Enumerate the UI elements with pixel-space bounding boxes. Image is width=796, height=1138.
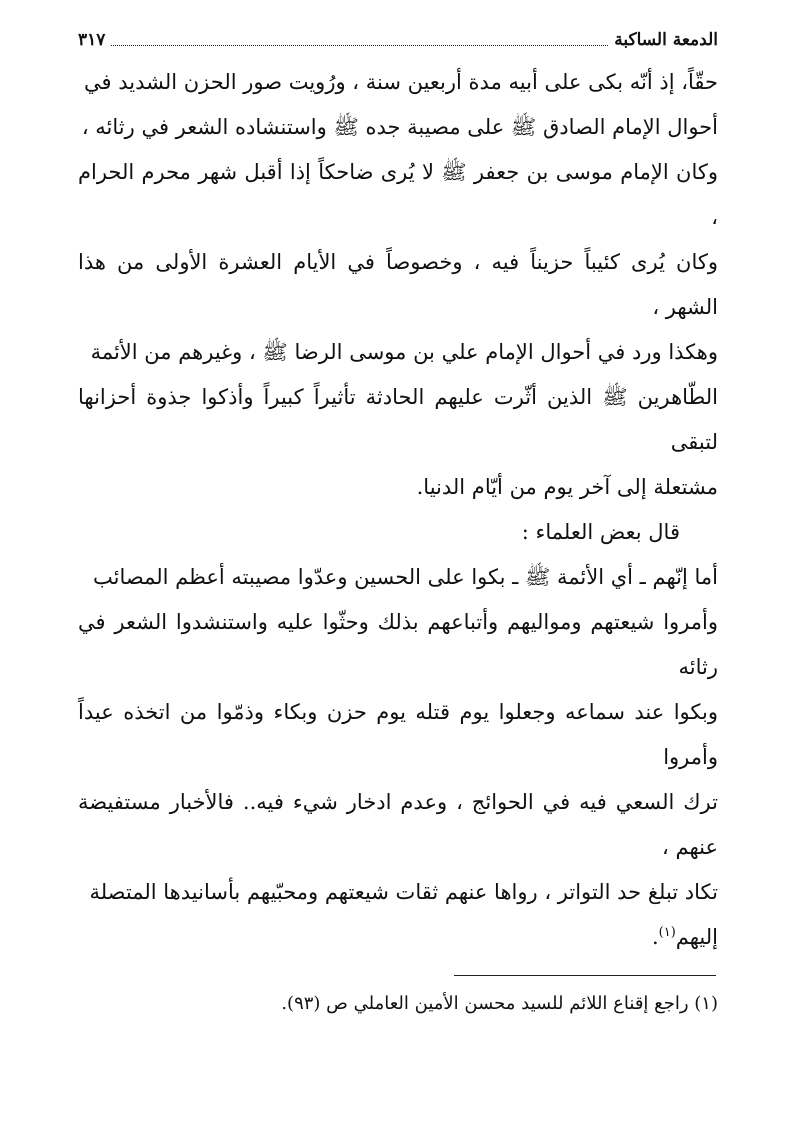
- body-line: مشتعلة إلى آخر يوم من أيّام الدنيا.: [416, 475, 718, 499]
- running-header: [78, 30, 718, 50]
- last-line-end: .: [651, 925, 659, 949]
- body-line: حقّاً، إذ أنّه بكى على أبيه مدة أربعين سنة ، ورُويت صور الحزن الشديد في: [84, 70, 718, 94]
- main-text: [78, 60, 718, 960]
- footnote-text: (١) راجع إقناع اللائم للسيد محسن الأمين العاملي ص (٩٣).: [281, 993, 718, 1014]
- body-line: ترك السعي فيه في الحوائج ، وعدم ادخار شيء فيه.. فالأخبار مستفيضة عنهم ،: [78, 790, 718, 859]
- body-last-line: [78, 915, 718, 960]
- body-line: تكاد تبلغ حد التواتر ، رواها عنهم ثقات شيعتهم ومحبّيهم بأسانيدها المتصلة: [89, 880, 718, 904]
- body-line: وكان الإمام موسى بن جعفر ﷺ لا يُرى ضاحكاً إذا أقبل شهر محرم الحرام ،: [78, 160, 718, 229]
- body-line: وكان يُرى كئيباً حزيناً فيه ، وخصوصاً في الأيام العشرة الأولى من هذا الشهر ،: [78, 250, 718, 319]
- scholar-intro: قال بعض العلماء :: [521, 520, 680, 544]
- header-title: الدمعة الساكبة: [614, 30, 718, 50]
- body-line: وأمروا شيعتهم ومواليهم وأتباعهم بذلك وحثّوا عليه واستنشدوا الشعر في رثائه: [78, 610, 718, 679]
- page-number: ٣١٧: [78, 30, 106, 50]
- body-line: الطّاهرين ﷺ الذين أثّرت عليهم الحادثة تأثيراً كبيراً وأذكوا جذوة أحزانها لتبقى: [78, 385, 718, 454]
- body-line: أما إنّهم ـ أي الأئمة ﷺ ـ بكوا على الحسين وعدّوا مصيبته أعظم المصائب: [93, 565, 718, 589]
- footnote-reference[interactable]: (١): [658, 925, 676, 940]
- body-line: وبكوا عند سماعه وجعلوا يوم قتله يوم حزن وبكاء وذمّوا من اتخذه عيداً وأمروا: [78, 700, 718, 769]
- body-line: أحوال الإمام الصادق ﷺ على مصيبة جده ﷺ واستنشاده الشعر في رثائه ،: [81, 115, 718, 139]
- body-line: وهكذا ورد في أحوال الإمام علي بن موسى الرضا ﷺ ، وغيرهم من الأئمة: [90, 340, 718, 364]
- footnote-separator: [454, 975, 716, 976]
- header-dotted-rule: [111, 35, 608, 46]
- footnote: [78, 990, 718, 1018]
- last-line-text: إليهم: [675, 925, 718, 949]
